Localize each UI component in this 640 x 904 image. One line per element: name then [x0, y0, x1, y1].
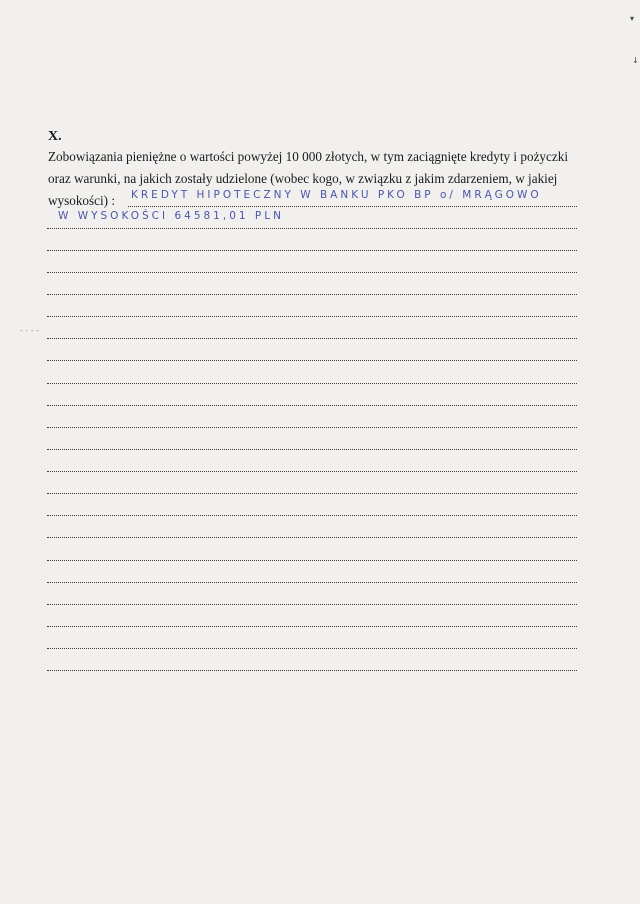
answer-line-10 [47, 405, 577, 406]
answer-line-5 [47, 294, 577, 295]
answer-line-12 [47, 449, 577, 450]
answer-line-9 [47, 383, 577, 384]
answer-line-4 [47, 272, 577, 273]
answer-line-21 [47, 648, 577, 649]
answer-line-22 [47, 670, 577, 671]
answer-line-17 [47, 560, 577, 561]
handwritten-entry-line-1: KREDYT HIPOTECZNY W BANKU PKO BP o/ MRĄGOWO [131, 188, 542, 202]
answer-line-11 [47, 427, 577, 428]
section-text-line-2 [48, 168, 578, 190]
answer-line-2 [47, 228, 577, 229]
section-heading: X. [48, 129, 62, 144]
text-line-2: oraz warunki, na jakich zostały udzielone (wobec kogo, w związku z jakim zdarzeniem, w jakiej [48, 171, 558, 186]
answer-line-7 [47, 338, 577, 339]
scan-artifact-mark: ↓ [632, 56, 639, 65]
answer-line-14 [47, 493, 577, 494]
answer-line-16 [47, 537, 577, 538]
answer-line-18 [47, 582, 577, 583]
answer-line-6 [47, 316, 577, 317]
answer-line-3 [47, 250, 577, 251]
text-line-3: wysokości) : [48, 193, 116, 208]
answer-line-20 [47, 626, 577, 627]
text-line-1: Zobowiązania pieniężne o wartości powyżej 10 000 złotych, w tym zaciągnięte kredyty i pożyczki [48, 149, 568, 164]
section-text-line-1 [48, 146, 578, 168]
handwritten-entry-line-2: W WYSOKOŚCI 64581,01 PLN [58, 209, 284, 223]
scan-artifact-mark: ▾ [630, 14, 635, 23]
answer-line-1 [128, 206, 577, 207]
scan-artifact-mark: - - - - [20, 326, 40, 335]
answer-line-19 [47, 604, 577, 605]
answer-line-8 [47, 360, 577, 361]
answer-line-15 [47, 515, 577, 516]
answer-line-13 [47, 471, 577, 472]
